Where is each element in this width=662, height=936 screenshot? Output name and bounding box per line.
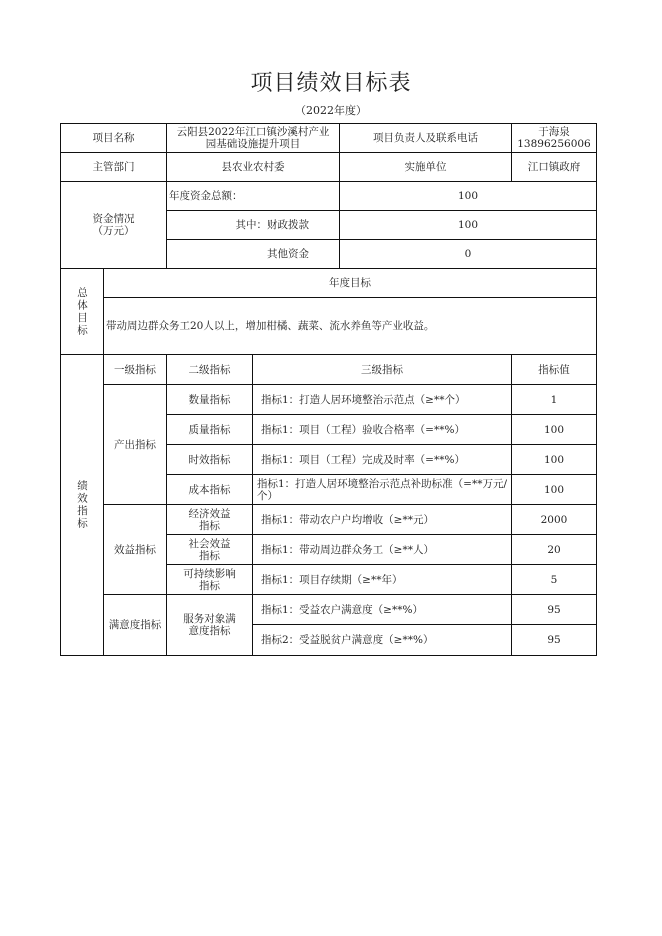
leader-name: 于海泉 (538, 126, 570, 138)
page-title: 项目绩效目标表 (250, 71, 412, 96)
header-level2: 二级指标 (166, 354, 253, 385)
dept: 县农业农村委 (166, 152, 340, 182)
level2-cell: 可持续影响指标 (166, 564, 253, 595)
funds-fiscal-label: 其中：财政拨款 (166, 210, 340, 240)
funds-fiscal: 100 (339, 210, 597, 240)
value-cell: 100 (511, 444, 597, 475)
overall-text: 带动周边群众务工20人以上，增加柑橘、蔬菜、流水养鱼等产业收益。 (103, 297, 597, 355)
value-cell: 20 (511, 534, 597, 565)
level3-cell: 指标1：项目（工程）完成及时率（=**%） (252, 444, 512, 475)
header-level3: 三级指标 (252, 354, 512, 385)
level3-cell: 指标1：打造人居环境整治示范点补助标准（=**万元/个） (252, 474, 512, 505)
value-cell: 1 (511, 384, 597, 415)
level2-cell: 时效指标 (166, 444, 253, 475)
level3-cell: 指标1：带动农户户均增收（≥**元） (252, 504, 512, 535)
leader-label: 项目负责人及联系电话 (339, 123, 512, 153)
header-value: 指标值 (511, 354, 597, 385)
funds-other: 0 (339, 239, 597, 269)
level3-cell: 指标1：受益农户满意度（≥**%） (252, 594, 512, 625)
level3-cell: 指标1：项目存续期（≥**年） (252, 564, 512, 595)
perf-label: 绩效指标 (60, 354, 104, 656)
value-cell: 100 (511, 414, 597, 445)
value-cell: 95 (511, 594, 597, 625)
level2-cell: 质量指标 (166, 414, 253, 445)
funds-other-label: 其他资金 (166, 239, 340, 269)
level1-benefit: 效益指标 (103, 504, 167, 595)
impl: 江口镇政府 (511, 152, 597, 182)
impl-label: 实施单位 (339, 152, 512, 182)
value-cell: 100 (511, 474, 597, 505)
funds-label: 资金情况 (92, 213, 135, 225)
project-name-label: 项目名称 (60, 123, 167, 153)
dept-label: 主管部门 (60, 152, 167, 182)
level2-cell: 成本指标 (166, 474, 253, 505)
level1-output: 产出指标 (103, 384, 167, 505)
level3-cell: 指标1：打造人居环境整治示范点（≥**个） (252, 384, 512, 415)
leader-cell (511, 123, 597, 153)
leader-phone: 13896256006 (517, 138, 591, 150)
value-cell: 2000 (511, 504, 597, 535)
value-cell: 95 (511, 624, 597, 656)
funds-total-label: 年度资金总额： (166, 181, 340, 211)
level2-cell: 社会效益指标 (166, 534, 253, 565)
funds-label-cell (60, 181, 167, 269)
page-subtitle: （2022年度） (295, 104, 367, 117)
project-name: 云阳县2022年江口镇沙溪村产业园基础设施提升项目 (166, 123, 340, 153)
header-level1: 一级指标 (103, 354, 167, 385)
funds-total: 100 (339, 181, 597, 211)
funds-unit: （万元） (92, 225, 135, 237)
value-cell: 5 (511, 564, 597, 595)
level1-satisfaction: 满意度指标 (103, 594, 167, 656)
level3-cell: 指标1：带动周边群众务工（≥**人） (252, 534, 512, 565)
level2-cell: 经济效益指标 (166, 504, 253, 535)
level2-cell: 数量指标 (166, 384, 253, 415)
overall-label: 总体目标 (60, 268, 104, 355)
level3-cell: 指标2：受益脱贫户满意度（≥**%） (252, 624, 512, 656)
level3-cell: 指标1：项目（工程）验收合格率（=**%） (252, 414, 512, 445)
overall-header: 年度目标 (103, 268, 597, 298)
level2-cell: 服务对象满意度指标 (166, 594, 253, 656)
